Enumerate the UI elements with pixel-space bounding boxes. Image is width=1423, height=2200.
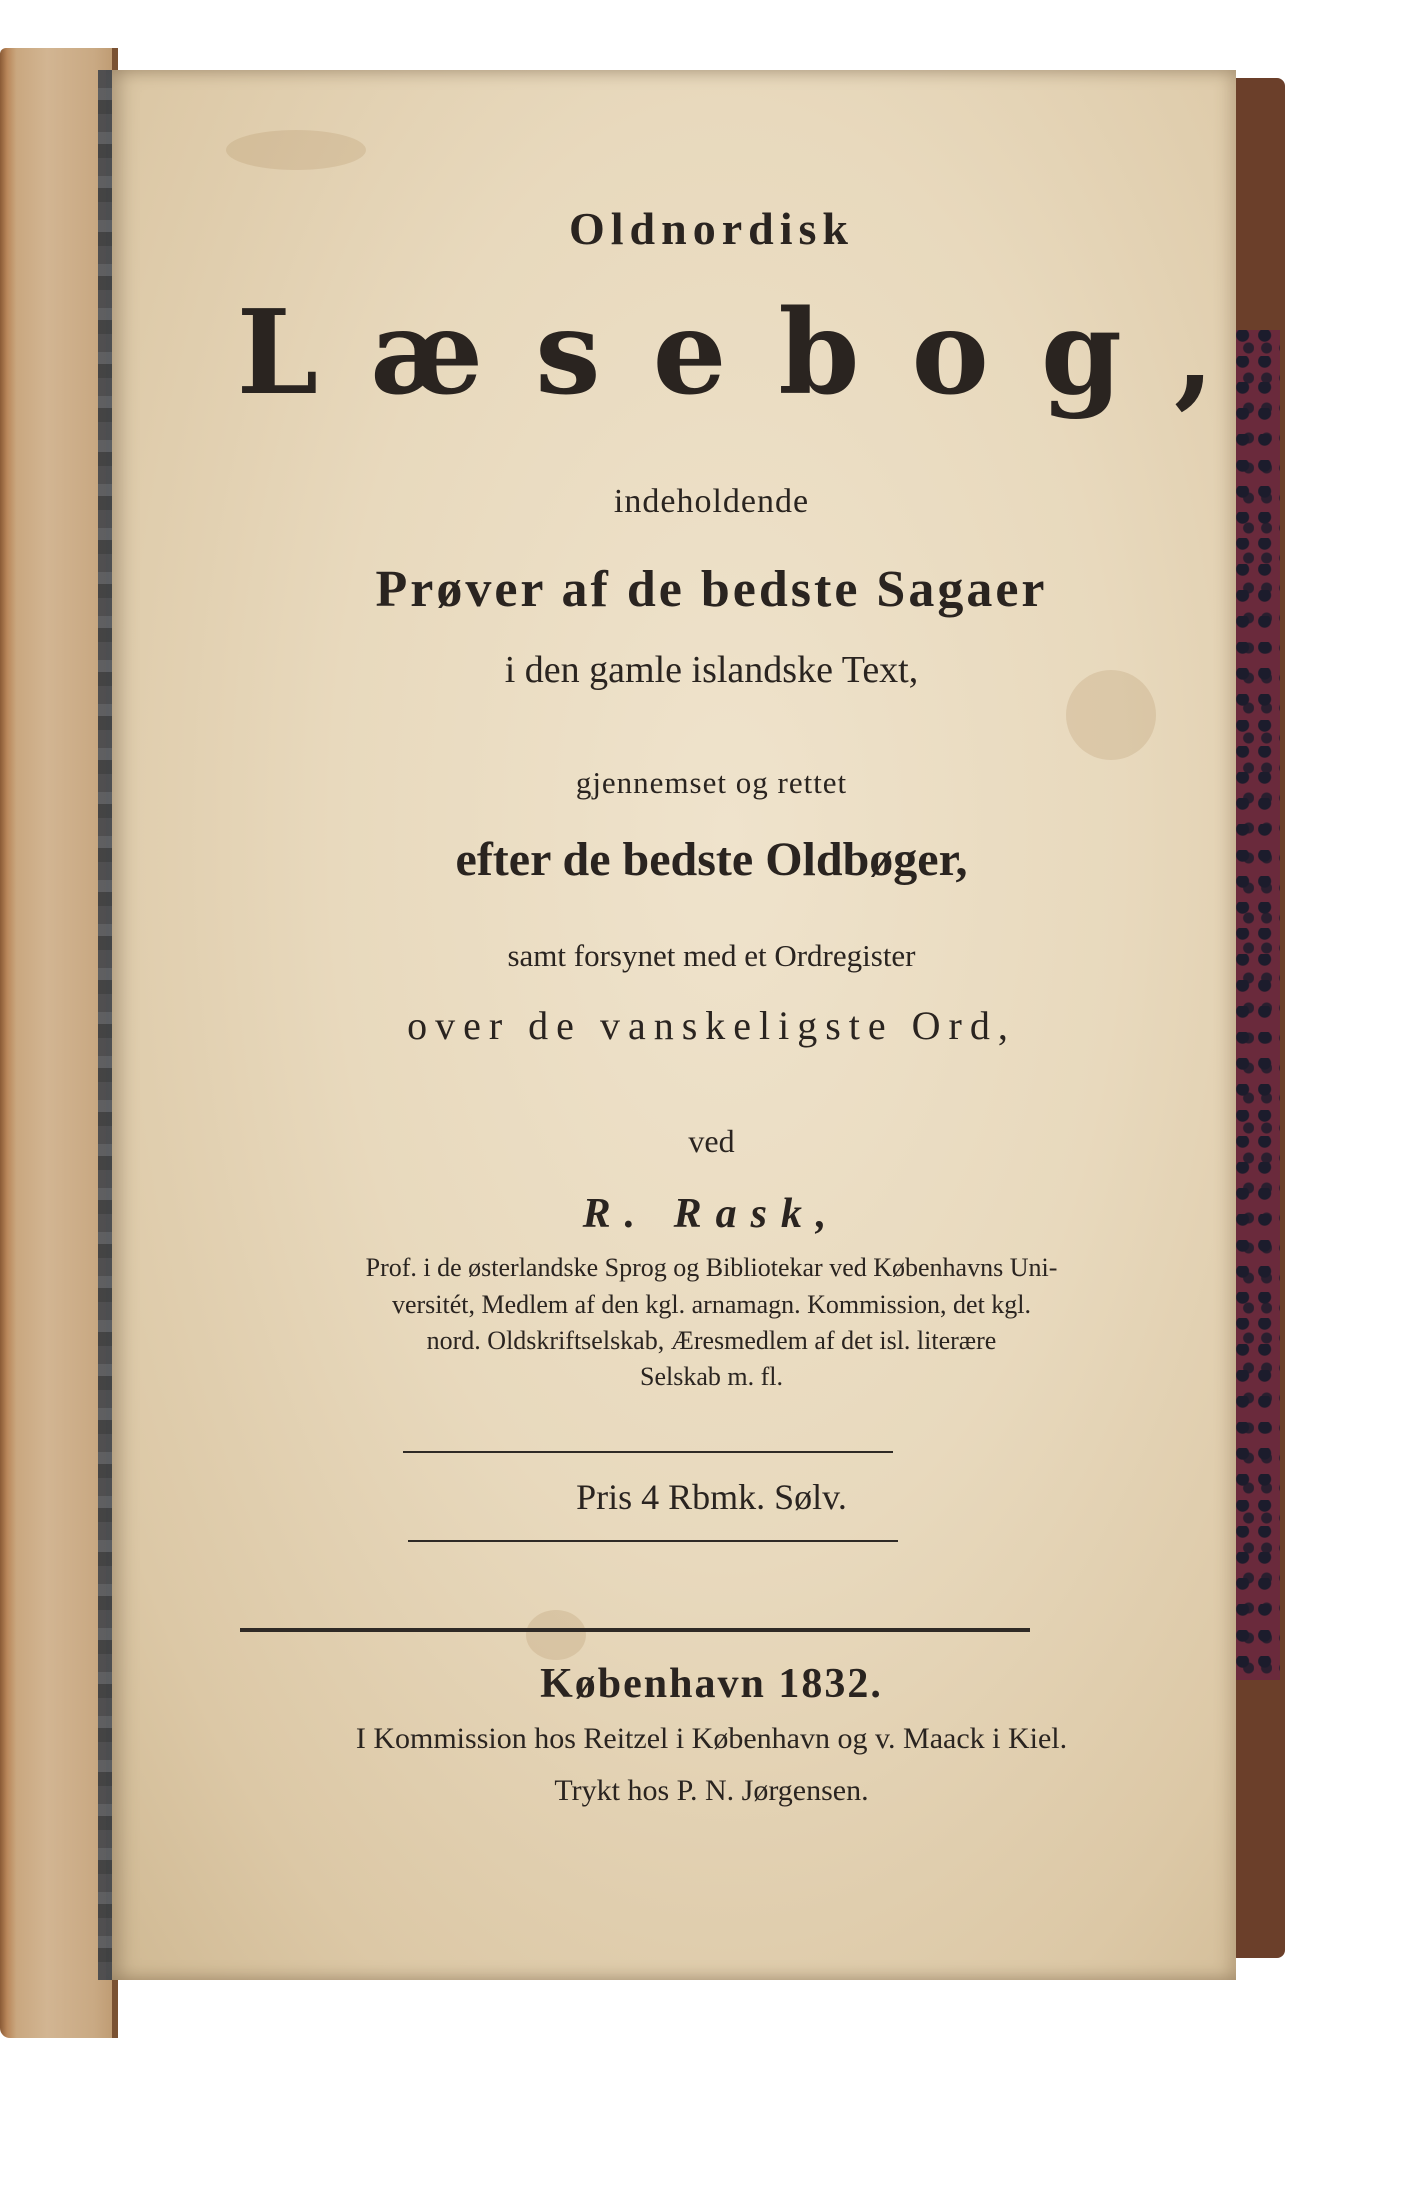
price-line: Pris 4 Rbmk. Sølv.	[576, 1477, 847, 1517]
subtitle-indeholdende: indeholdende	[613, 483, 810, 520]
byline-ved: ved	[688, 1123, 735, 1159]
subtitle-gjennemset: gjennemset og rettet	[575, 765, 848, 800]
title-main: Læsebog,	[236, 285, 1267, 421]
page-stain	[526, 1610, 586, 1660]
author-affiliation-line: nord. Oldskriftselskab, Æresmedlem af det isl. literære	[426, 1326, 997, 1355]
author-name: R. Rask,	[582, 1191, 841, 1237]
price-rule-bottom	[408, 1540, 898, 1542]
subtitle-over: over de vanskeligste Ord,	[407, 1003, 1016, 1048]
author-affiliation-line: Prof. i de østerlandske Sprog og Bibliotekar ved Københavns Uni-	[365, 1253, 1058, 1282]
author-affiliation-line: Selskab m. fl.	[640, 1362, 783, 1391]
imprint-printer: Trykt hos P. N. Jørgensen.	[554, 1774, 869, 1807]
page-stain	[226, 130, 366, 170]
imprint-city-year: København 1832.	[540, 1661, 883, 1707]
imprint-rule	[240, 1628, 1030, 1632]
imprint-commission: I Kommission hos Reitzel i København og v. Maack i Kiel.	[355, 1722, 1068, 1755]
author-affiliation-line: versitét, Medlem af den kgl. arnamagn. Kommission, det kgl.	[391, 1290, 1032, 1319]
subtitle-efter: efter de bedste Oldbøger,	[455, 833, 968, 886]
subtitle-samt: samt forsynet med et Ordregister	[507, 938, 916, 973]
subtitle-iden: i den gamle islandske Text,	[504, 649, 919, 691]
price-rule-top	[403, 1451, 893, 1453]
title-small: Oldnordisk	[569, 203, 854, 254]
subtitle-prover: Prøver af de bedste Sagaer	[375, 561, 1048, 618]
